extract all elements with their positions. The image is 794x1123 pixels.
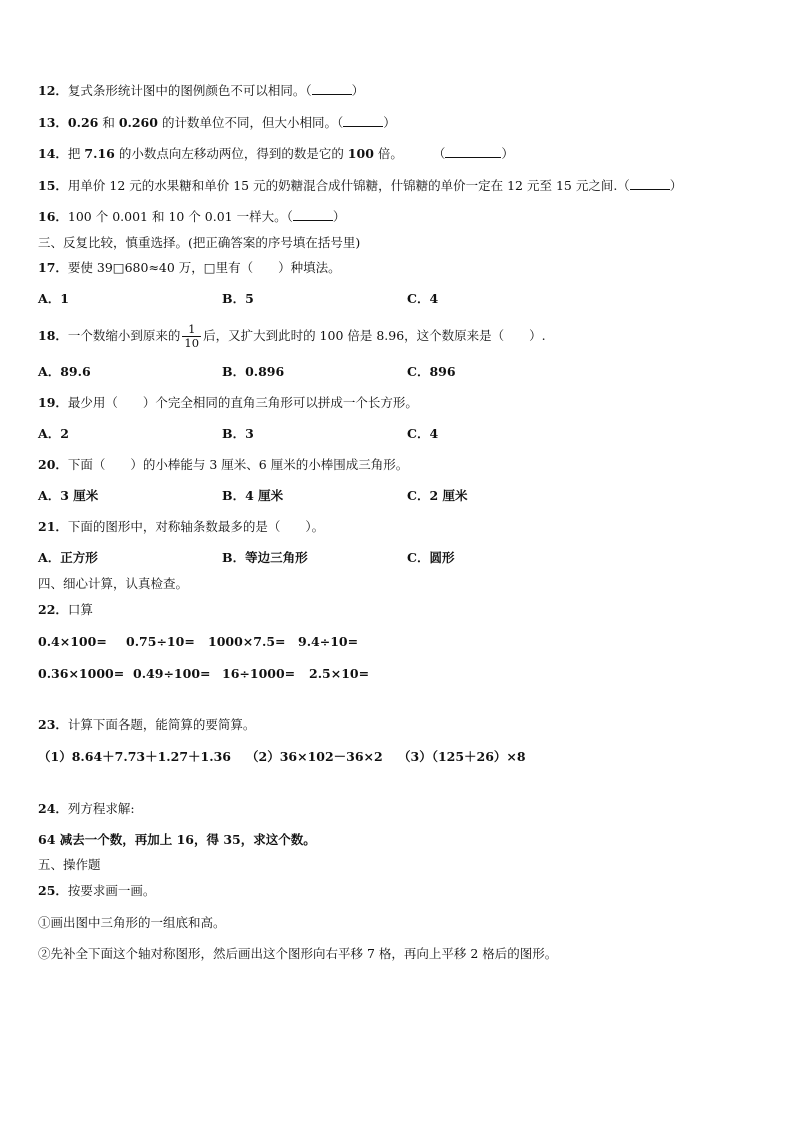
calc-item-2: （2）36×102－36×2 <box>246 749 383 764</box>
option-c[interactable]: C．4 <box>407 291 439 306</box>
option-a[interactable]: A．3 厘米 <box>38 488 99 503</box>
answer-blank[interactable] <box>445 145 501 158</box>
fraction-one-tenth: $\frac{1}{10}$ <box>184 322 200 350</box>
option-b[interactable]: B．5 <box>222 291 254 306</box>
question-24: 24．列方程求解: <box>38 801 135 816</box>
question-19: 19．最少用（ ）个完全相同的直角三角形可以拼成一个长方形。 <box>38 395 418 410</box>
oral-calc-item: 0.36×1000= <box>38 666 125 681</box>
question-25: 25．按要求画一画。 <box>38 883 156 898</box>
option-a[interactable]: A．1 <box>38 291 69 306</box>
option-a[interactable]: A．正方形 <box>38 550 98 565</box>
question-14: 14．把 7.16 的小数点向左移动两位，得到的数是它的 100 倍。 （ ） <box>38 146 514 161</box>
oral-calc-item: 0.4×100= <box>38 634 107 649</box>
section-3-heading: 三、反复比较，慎重选择。(把正确答案的序号填在括号里) <box>38 235 361 250</box>
answer-blank[interactable] <box>343 114 383 127</box>
option-c[interactable]: C．896 <box>407 364 456 379</box>
question-12: 12．复式条形统计图中的图例颜色不可以相同。（ ） <box>38 83 365 98</box>
answer-blank[interactable] <box>293 208 333 221</box>
oral-calc-item: 16÷1000= <box>222 666 296 681</box>
oral-calc-item: 9.4÷10= <box>298 634 359 649</box>
section-5-heading: 五、操作题 <box>38 857 101 872</box>
question-20: 20．下面（ ）的小棒能与 3 厘米、6 厘米的小棒围成三角形。 <box>38 457 409 472</box>
option-b[interactable]: B．等边三角形 <box>222 550 308 565</box>
question-16: 16．100 个 0.001 和 10 个 0.01 一样大。（ ） <box>38 209 346 224</box>
option-b[interactable]: B．3 <box>222 426 254 441</box>
option-b[interactable]: B．0.896 <box>222 364 285 379</box>
option-a[interactable]: A．89.6 <box>38 364 91 379</box>
question-13: 13．0.26 和 0.260 的计数单位不同，但大小相同。（ ） <box>38 115 396 130</box>
calc-item-3: （3）（125＋26）×8 <box>398 749 526 764</box>
question-22: 22．口算 <box>38 602 93 617</box>
oral-calc-item: 2.5×10= <box>309 666 370 681</box>
option-b[interactable]: B．4 厘米 <box>222 488 284 503</box>
option-c[interactable]: C．2 厘米 <box>407 488 468 503</box>
section-4-heading: 四、细心计算，认真检查。 <box>38 576 189 591</box>
question-17: 17．要使 39□680≈40 万，□里有（ ）种填法。 <box>38 260 341 275</box>
question-25-sub-1: ①画出图中三角形的一组底和高。 <box>38 915 226 930</box>
answer-blank[interactable] <box>630 177 670 190</box>
question-21: 21．下面的图形中，对称轴条数最多的是（ ）。 <box>38 519 325 534</box>
option-c[interactable]: C．4 <box>407 426 439 441</box>
question-15: 15．用单价 12 元的水果糖和单价 15 元的奶糖混合成什锦糖，什锦糖的单价一定在 12 元至 15 元之间.（ ） <box>38 178 683 193</box>
question-25-sub-2: ②先补全下面这个轴对称图形，然后画出这个图形向右平移 7 格，再向上平移 2 格后的图形。 <box>38 946 558 961</box>
option-c[interactable]: C．圆形 <box>407 550 455 565</box>
option-a[interactable]: A．2 <box>38 426 69 441</box>
answer-blank[interactable] <box>312 82 352 95</box>
oral-calc-item: 0.75÷10= <box>126 634 195 649</box>
question-24-body: 64 减去一个数，再加上 16，得 35，求这个数。 <box>38 832 316 847</box>
oral-calc-item: 1000×7.5= <box>208 634 286 649</box>
question-18: 18．一个数缩小到原来的 $\frac{1}{10}$ 后，又扩大到此时的 100 倍是 8.96，这个数原来是（ ）. <box>38 322 546 350</box>
question-23: 23．计算下面各题，能简算的要简算。 <box>38 717 256 732</box>
calc-item-1: （1）8.64＋7.73＋1.27＋1.36 <box>38 749 231 764</box>
oral-calc-item: 0.49÷100= <box>133 666 211 681</box>
